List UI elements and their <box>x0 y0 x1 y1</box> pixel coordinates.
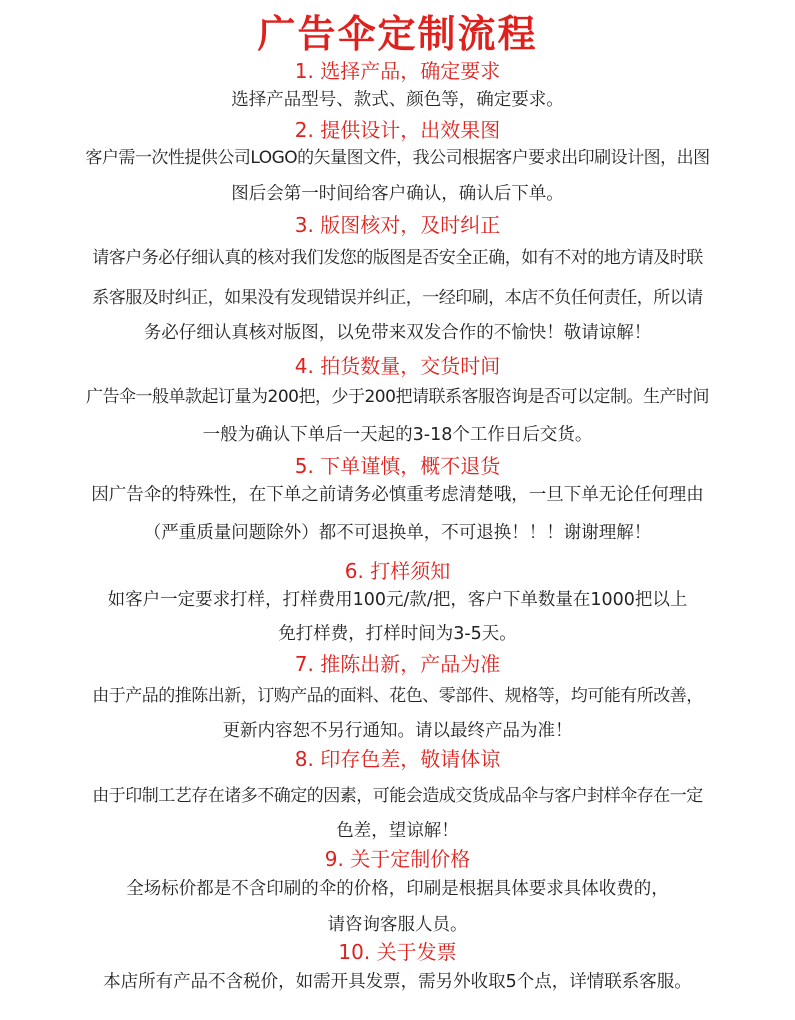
section-8-text-line-1: 由于印制工艺存在诸多不确定的因素，可能会造成交货成品伞与客户封样伞存在一定 <box>92 786 703 806</box>
section-4-heading: 4. 拍货数量，交货时间 <box>294 354 501 378</box>
section-10-text-line-1: 本店所有产品不含税价，如需开具发票，需另外收取5个点，详情联系客服。 <box>103 972 692 992</box>
section-2-text-line-1: 客户需一次性提供公司LOGO的矢量图文件，我公司根据客户要求出印刷设计图，出图 <box>85 148 710 168</box>
section-2-text-line-2: 图后会第一时间给客户确认，确认后下单。 <box>231 184 564 204</box>
section-7-text-line-2: 更新内容恕不另行通知。请以最终产品为准！ <box>222 721 573 741</box>
section-6-text-line-1: 如客户一定要求打样，打样费用100元/款/把，客户下单数量在1000把以上 <box>107 590 688 610</box>
section-5-heading: 5. 下单谨慎，概不退货 <box>294 454 501 478</box>
page-title: 广告伞定制流程 <box>257 12 538 56</box>
section-4-text-line-2: 一般为确认下单后一天起的3-18个工作日后交货。 <box>202 425 593 445</box>
section-3-text-line-2: 系客服及时纠正，如果没有发现错误并纠正，一经印刷，本店不负任何责任，所以请 <box>92 288 703 308</box>
section-4-text-line-1: 广告伞一般单款起订量为200把，少于200把请联系客服咨询是否可以定制。生产时间 <box>86 387 709 407</box>
section-9-text-line-1: 全场标价都是不含印刷的伞的价格，印刷是根据具体要求具体收费的， <box>126 879 669 899</box>
section-1-text-line-1: 选择产品型号、款式、颜色等，确定要求。 <box>231 90 564 110</box>
section-9-text-line-2: 请咨询客服人员。 <box>327 915 468 935</box>
section-5-text-line-2: （严重质量问题除外）都不可退换单，不可退换！！！谢谢理解！ <box>143 523 652 543</box>
section-1-heading: 1. 选择产品，确定要求 <box>294 59 501 83</box>
section-3-heading: 3. 版图核对，及时纠正 <box>294 213 501 237</box>
section-7-heading: 7. 推陈出新，产品为准 <box>294 652 501 676</box>
section-2-heading: 2. 提供设计，出效果图 <box>294 118 501 142</box>
section-3-text-line-3: 务必仔细认真核对版图，以免带来双发合作的不愉快！敬请谅解！ <box>143 323 652 343</box>
section-6-text-line-2: 免打样费，打样时间为3-5天。 <box>278 624 517 644</box>
section-9-heading: 9. 关于定制价格 <box>324 847 471 871</box>
section-3-text-line-1: 请客户务必仔细认真的核对我们发您的版图是否安全正确，如有不对的地方请及时联 <box>92 248 703 268</box>
section-7-text-line-1: 由于产品的推陈出新，订购产品的面料、花色、零部件、规格等，均可能有所改善， <box>92 686 703 706</box>
section-6-heading: 6. 打样须知 <box>344 559 451 583</box>
section-8-heading: 8. 印存色差，敬请体谅 <box>294 747 501 771</box>
section-8-text-line-2: 色差，望谅解！ <box>336 821 459 841</box>
section-5-text-line-1: 因广告伞的特殊性，在下单之前请务必慎重考虑清楚哦，一旦下单无论任何理由 <box>91 485 704 505</box>
section-10-heading: 10. 关于发票 <box>338 940 457 964</box>
